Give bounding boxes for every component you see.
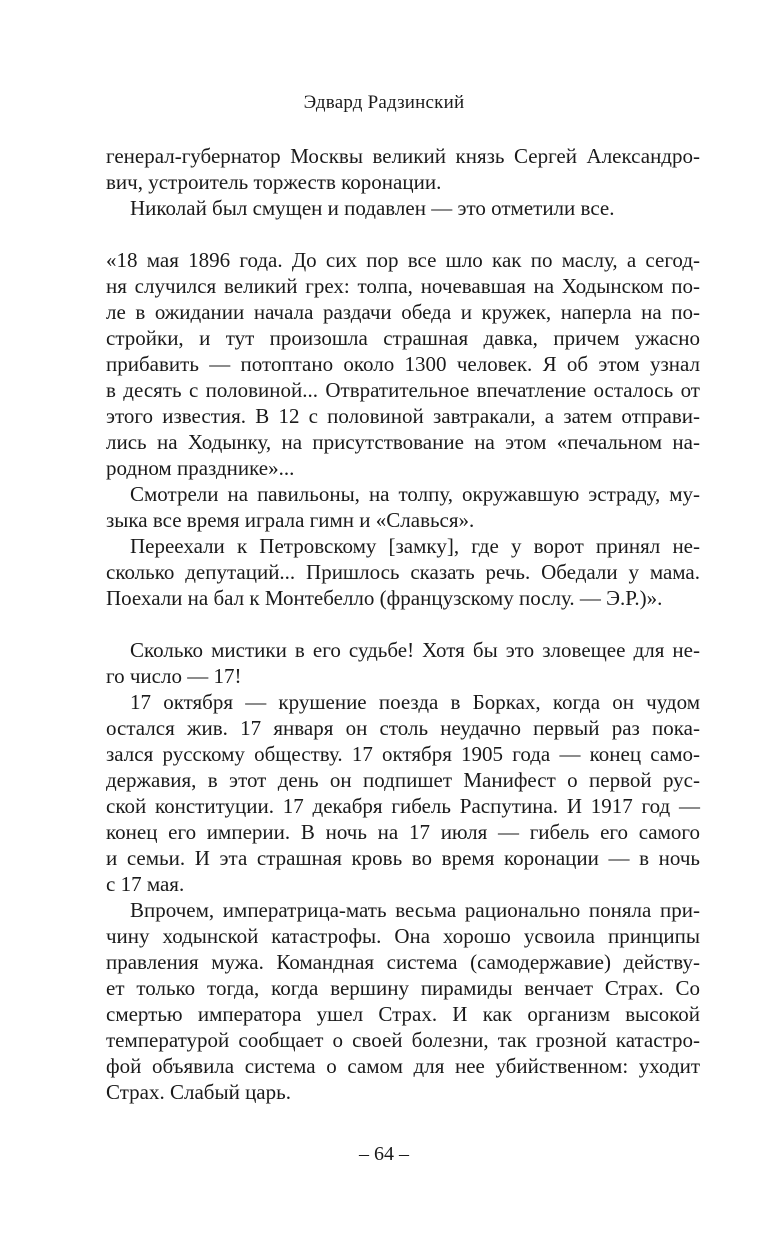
text-line: ской конституции. 17 декабря гибель Распутина. И 1917 год — [106,794,700,818]
text-line: родном празднике»... [106,456,295,480]
text-line: фой объявила система о самом для нее убийственном: уходит [106,1054,700,1078]
running-head-author: Эдвард Радзинский [303,92,465,113]
text-line: державия, в этот день он подпишет Манифест о первой рус- [106,768,700,792]
body-text [106,143,700,1105]
text-line: с 17 мая. [106,872,185,896]
text-line: сколько депутаций... Пришлось сказать речь. Обедали у мама. [106,560,700,584]
text-line: зыка все время играла гимн и «Славься». [106,508,475,532]
text-line: остался жив. 17 января он столь неудачно первый раз пока- [106,716,700,740]
text-line: прибавить — потоптано около 1300 человек. Я об этом узнал [106,352,700,376]
text-line: вич, устроитель торжеств коронации. [106,170,442,194]
text-line: правления мужа. Командная система (самодержавие) действу- [106,950,700,974]
text-line: ле в ожидании начала раздачи обеда и кружек, наперла на по- [106,300,700,324]
text-line: Страх. Слабый царь. [106,1080,291,1104]
text-line: Переехали к Петровскому [замку], где у ворот принял не- [130,534,700,558]
text-line: в десять с половиной... Отвратительное впечатление осталось от [106,378,700,402]
text-line: смертью императора ушел Страх. И как организм высокой [106,1002,700,1026]
text-line: Николай был смущен и подавлен — это отметили все. [130,196,615,220]
text-line: Смотрели на павильоны, на толпу, окружавшую эстраду, му- [130,482,700,506]
page-number: – 64 – [359,1143,409,1165]
text-line: стройки, и тут произошла страшная давка, причем ужасно [106,326,700,350]
text-line: ет только тогда, когда вершину пирамиды венчает Страх. Со [106,976,700,1000]
text-line: «18 мая 1896 года. До сих пор все шло как по маслу, а сегод- [106,248,700,272]
text-line: 17 октября — крушение поезда в Борках, когда он чудом [130,690,700,714]
text-line: Сколько мистики в его судьбе! Хотя бы это зловещее для не- [130,638,700,662]
text-line: Впрочем, императрица-мать весьма рационально поняла при- [130,898,700,922]
text-line: температурой сообщает о своей болезни, так грозной катастро- [106,1028,700,1052]
text-line: генерал-губернатор Москвы великий князь Сергей Александро- [106,144,700,168]
text-line: этого известия. В 12 с половиной завтракали, а затем отправи- [106,404,700,428]
text-line: го число — 17! [106,664,242,688]
paragraph-gap [106,221,700,247]
paragraph-gap [106,611,700,637]
text-line: конец его империи. В ночь на 17 июля — гибель его самого [106,820,700,844]
text-line: лись на Ходынку, на присутствование на этом «печальном на- [106,430,700,454]
text-line: зался русскому обществу. 17 октября 1905 года — конец само- [106,742,700,766]
text-line: Поехали на бал к Монтебелло (французскому послу. — Э.Р.)». [106,586,663,610]
text-line: ня случился великий грех: толпа, ночевавшая на Ходынском по- [106,274,700,298]
text-line: и семьи. И эта страшная кровь во время коронации — в ночь [106,846,700,870]
text-line: чину ходынской катастрофы. Она хорошо усвоила принципы [106,924,700,948]
